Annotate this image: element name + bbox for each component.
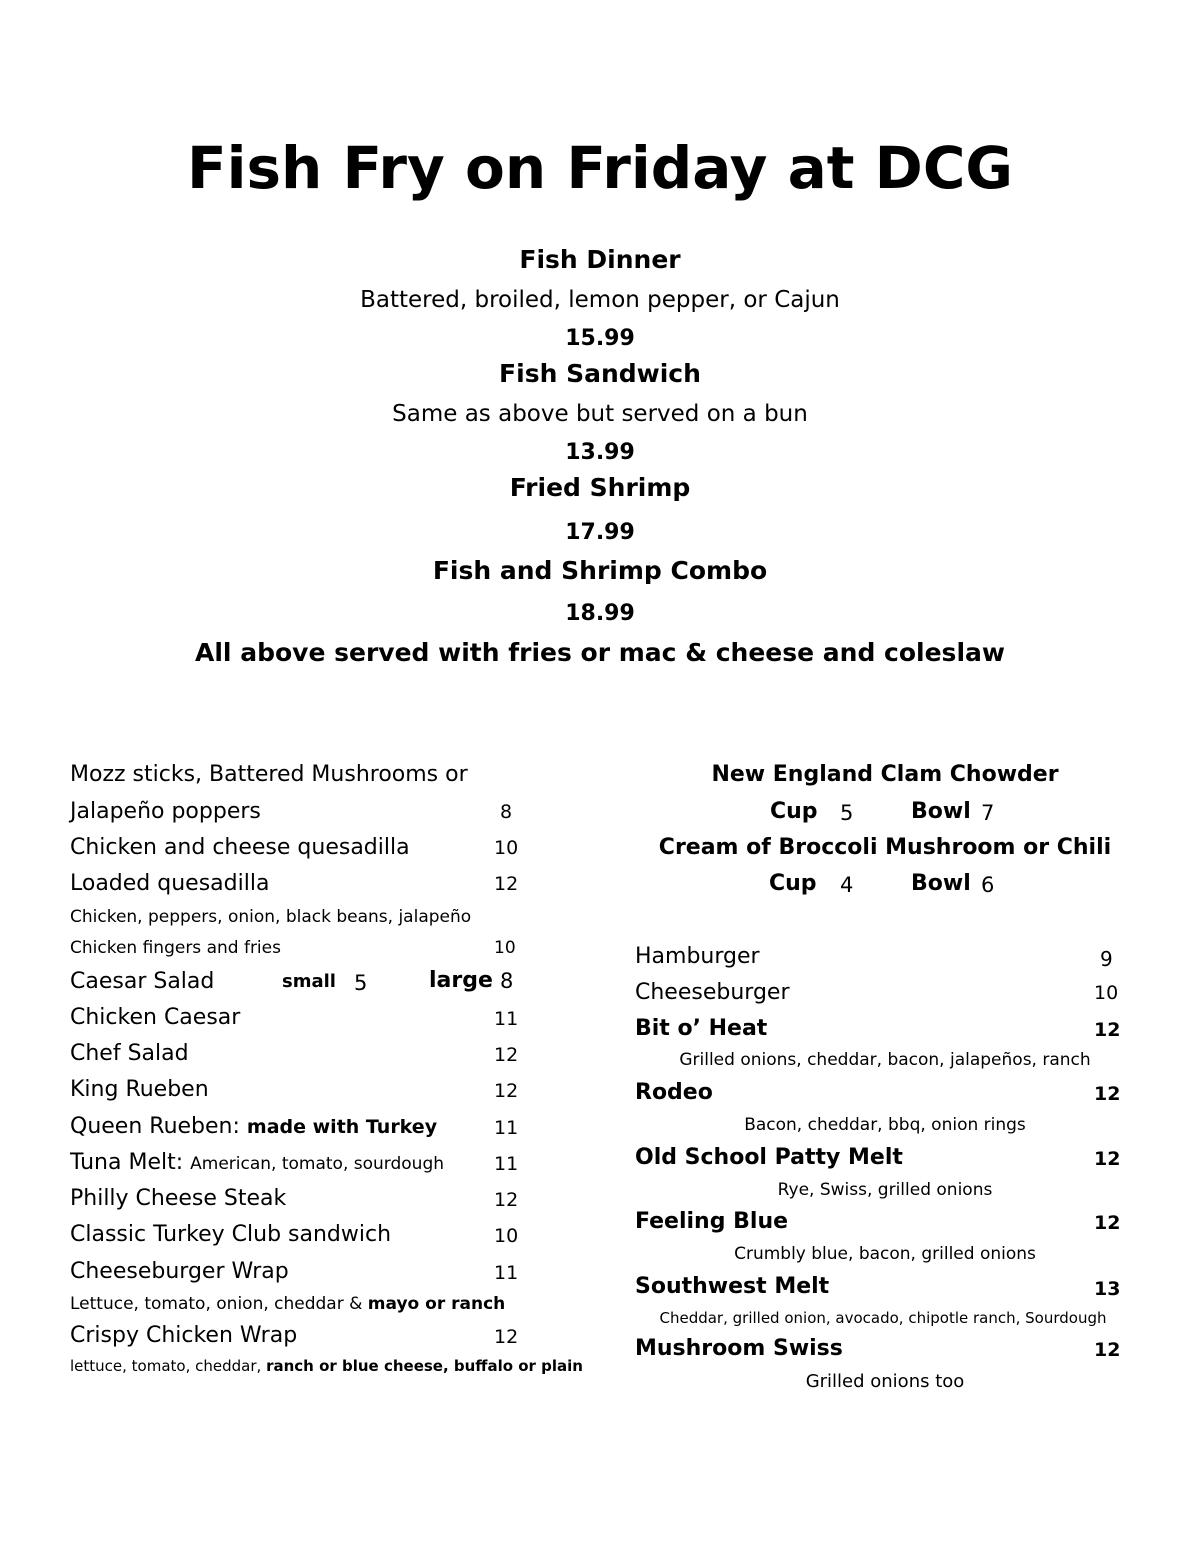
burger-name-southwest-melt: Southwest Melt: [635, 1274, 830, 1299]
burger-desc-southwest-melt: Cheddar, grilled onion, avocado, chipotle ranch, Sourdough: [659, 1309, 1107, 1327]
burger-desc-bit-o-heat: Grilled onions, cheddar, bacon, jalapeños, ranch: [679, 1050, 1091, 1070]
clam-bowl-price: 7: [981, 801, 995, 825]
other-soup-name: Cream of Broccoli Mushroom or Chili: [658, 835, 1112, 860]
caesar-name: Caesar Salad: [70, 969, 215, 994]
fish-dinner-description: Battered, broiled, lemon pepper, or Cajun: [360, 287, 840, 313]
combo-price: 18.99: [565, 601, 635, 626]
clam-cup-price: 5: [840, 801, 854, 825]
loaded-name: Loaded quesadilla: [70, 871, 270, 896]
burger-desc-rodeo: Bacon, cheddar, bbq, onion rings: [744, 1115, 1026, 1135]
tuna-price: 11: [494, 1153, 519, 1175]
cb-wrap-price: 11: [494, 1262, 519, 1284]
fish-sandwich-price: 13.99: [565, 440, 635, 465]
fingers-price: 10: [494, 938, 516, 958]
queen-price: 11: [494, 1117, 519, 1139]
other-cup-label: Cup: [769, 871, 817, 896]
caesar-small-label: small: [282, 971, 336, 992]
cc-wrap-desc-plain: lettuce, tomato, cheddar,: [70, 1357, 262, 1375]
loaded-price: 12: [494, 873, 519, 895]
chef-price: 12: [494, 1044, 519, 1066]
cc-wrap-name: Crispy Chicken Wrap: [70, 1323, 298, 1348]
king-name: King Rueben: [70, 1077, 209, 1102]
other-bowl-price: 6: [981, 873, 995, 897]
cb-wrap-desc-plain: Lettuce, tomato, onion, cheddar &: [70, 1294, 363, 1314]
fish-sandwich-name: Fish Sandwich: [499, 359, 701, 388]
philly-name: Philly Cheese Steak: [70, 1186, 287, 1211]
mozz-price: 8: [500, 801, 513, 823]
philly-price: 12: [494, 1189, 519, 1211]
mozz-line2: Jalapeño poppers: [70, 799, 261, 824]
other-cup-price: 4: [840, 873, 854, 897]
cc-wrap-description: [70, 1354, 583, 1378]
burger-name-cheeseburger: Cheeseburger: [635, 980, 790, 1005]
cb-wrap-description: [70, 1292, 505, 1316]
chef-name: Chef Salad: [70, 1041, 189, 1066]
fish-note: All above served with fries or mac & cheese and coleslaw: [195, 638, 1005, 667]
caesar-large-price: 8: [500, 969, 514, 993]
burger-name-mushroom-swiss: Mushroom Swiss: [635, 1336, 843, 1361]
page-title: Fish Fry on Friday at DCG: [187, 134, 1013, 202]
queen-name: Queen Rueben:: [70, 1114, 240, 1139]
burger-desc-mushroom-swiss: Grilled onions too: [805, 1371, 965, 1392]
fish-sandwich-description: Same as above but served on a bun: [392, 401, 808, 427]
burger-price-feeling-blue: 12: [1094, 1212, 1121, 1234]
clam-chowder-name: New England Clam Chowder: [711, 762, 1059, 787]
fish-dinner-name: Fish Dinner: [519, 245, 681, 274]
tuna-row: [70, 1148, 444, 1179]
burger-name-feeling-blue: Feeling Blue: [635, 1209, 789, 1234]
mozz-line1: Mozz sticks, Battered Mushrooms or: [70, 762, 468, 787]
caesar-large-label: large: [429, 968, 493, 993]
club-price: 10: [494, 1225, 519, 1247]
caesar-small-price: 5: [354, 971, 368, 995]
fish-dinner-price: 15.99: [565, 326, 635, 351]
queen-row: [70, 1112, 437, 1142]
burger-desc-patty-melt: Rye, Swiss, grilled onions: [777, 1180, 993, 1200]
burger-name-hamburger: Hamburger: [635, 944, 760, 969]
burger-price-hamburger: 9: [1100, 947, 1113, 971]
burger-price-patty-melt: 12: [1094, 1148, 1121, 1170]
cb-wrap-desc-bold: mayo or ranch: [367, 1294, 506, 1314]
tuna-detail: American, tomato, sourdough: [190, 1154, 445, 1174]
loaded-description: Chicken, peppers, onion, black beans, jalapeño: [70, 907, 472, 927]
burger-price-bit-o-heat: 12: [1094, 1019, 1121, 1041]
queen-detail: made with Turkey: [246, 1116, 438, 1138]
cc-wrap-price: 12: [494, 1326, 519, 1348]
burger-price-rodeo: 12: [1094, 1083, 1121, 1105]
quesadilla-price: 10: [494, 837, 519, 859]
tuna-name: Tuna Melt:: [70, 1150, 184, 1175]
quesadilla-name: Chicken and cheese quesadilla: [70, 835, 410, 860]
burger-price-mushroom-swiss: 12: [1094, 1339, 1121, 1361]
chicken-caesar-name: Chicken Caesar: [70, 1005, 241, 1030]
cb-wrap-name: Cheeseburger Wrap: [70, 1259, 289, 1284]
clam-cup-label: Cup: [770, 799, 818, 824]
burger-name-patty-melt: Old School Patty Melt: [635, 1145, 903, 1170]
clam-bowl-label: Bowl: [911, 799, 971, 824]
chicken-caesar-price: 11: [494, 1008, 519, 1030]
burger-name-bit-o-heat: Bit o’ Heat: [635, 1016, 768, 1041]
other-bowl-label: Bowl: [911, 871, 971, 896]
burger-price-cheeseburger: 10: [1094, 982, 1119, 1004]
combo-name: Fish and Shrimp Combo: [432, 556, 768, 585]
fried-shrimp-name: Fried Shrimp: [509, 473, 691, 502]
club-name: Classic Turkey Club sandwich: [70, 1222, 392, 1247]
king-price: 12: [494, 1080, 519, 1102]
burger-price-southwest-melt: 13: [1094, 1278, 1121, 1300]
burger-name-rodeo: Rodeo: [635, 1080, 713, 1105]
fingers-name: Chicken fingers and fries: [70, 938, 281, 958]
burger-desc-feeling-blue: Crumbly blue, bacon, grilled onions: [734, 1244, 1036, 1264]
fried-shrimp-price: 17.99: [565, 520, 635, 545]
cc-wrap-desc-bold: ranch or blue cheese, buffalo or plain: [266, 1357, 583, 1375]
